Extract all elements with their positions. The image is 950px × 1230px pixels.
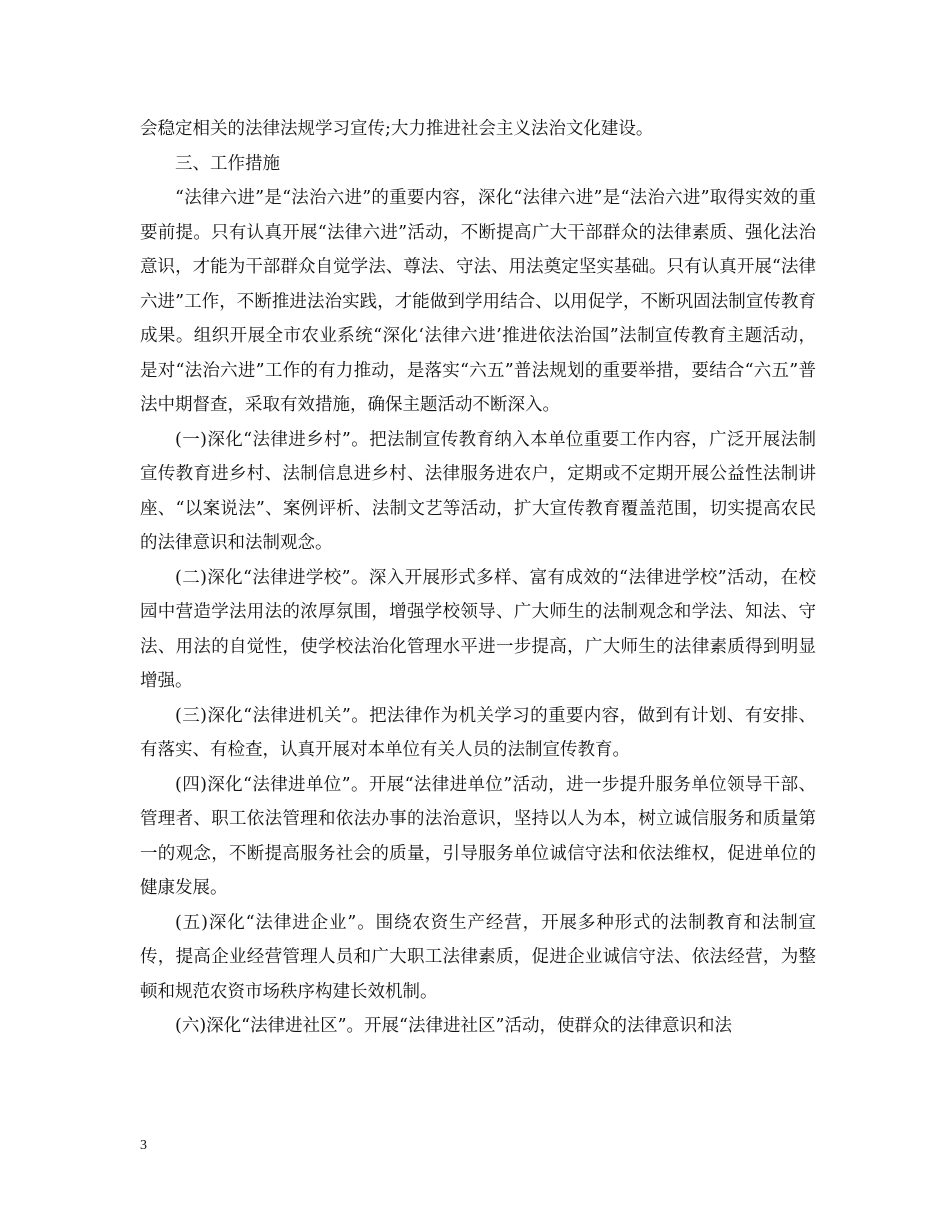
paragraph-intro: “法律六进”是“法治六进”的重要内容，深化“法律六进”是“法治六进”取得实效的重要前提。只有认真开展“法律六进”活动，不断提高广大干部群众的法律素质、强化法治意识，才能为干部群众自觉学法、尊法、守法、用法奠定坚实基础。只有认真开展“法律六进”工作，不断推进法治实践，才能做到学用结合、以用促学，不断巩固法制宣传教育成果。组织开展全市农业系统“深化‘法律六进’推进依法治国”法制宣传教育主题活动，是对“法治六进”工作的有力推动，是落实“六五”普法规划的重要举措，要结合“六五”普法中期督查，采取有效措施，确保主题活动不断深入。 bbox=[140, 188, 816, 415]
paragraph-item-1: (一)深化“法律进乡村”。把法制宣传教育纳入本单位重要工作内容，广泛开展法制宣传教育进乡村、法制信息进乡村、法律服务进农户，定期或不定期开展公益性法制讲座、“以案说法”、案例评析、法制文艺等活动，扩大宣传教育覆盖范围，切实提高农民的法律意识和法制观念。 bbox=[140, 429, 816, 553]
paragraph-continuation: 会稳定相关的法律法规学习宣传;大力推进社会主义法治文化建设。 bbox=[140, 119, 654, 139]
paragraph-item-2: (二)深化“法律进学校”。深入开展形式多样、富有成效的“法律进学校”活动，在校园中营造学法用法的浓厚氛围，增强学校领导、广大师生的法制观念和学法、知法、守法、用法的自觉性，使学校法治化管理水平进一步提高，广大师生的法律素质得到明显增强。 bbox=[140, 567, 816, 691]
paragraph-item-5: (五)深化“法律进企业”。围绕农资生产经营，开展多种形式的法制教育和法制宣传，提高企业经营管理人员和广大职工法律素质，促进企业诚信守法、依法经营，为整顿和规范农资市场秩序构建长效机制。 bbox=[140, 912, 816, 1002]
paragraph-item-3: (三)深化“法律进机关”。把法律作为机关学习的重要内容，做到有计划、有安排、有落实、有检查，认真开展对本单位有关人员的法制宣传教育。 bbox=[140, 705, 816, 760]
section-heading: 三、工作措施 bbox=[175, 153, 280, 174]
document-body bbox=[140, 112, 816, 1044]
paragraph-item-6: (六)深化“法律进社区”。开展“法律进社区”活动，使群众的法律意识和法 bbox=[175, 1016, 732, 1036]
paragraph-item-4: (四)深化“法律进单位”。开展“法律进单位”活动，进一步提升服务单位领导干部、管理者、职工依法管理和依法办事的法治意识，坚持以人为本，树立诚信服务和质量第一的观念，不断提高服务社会的质量，引导服务单位诚信守法和依法维权，促进单位的健康发展。 bbox=[140, 774, 816, 898]
page-number: 3 bbox=[140, 1138, 147, 1153]
